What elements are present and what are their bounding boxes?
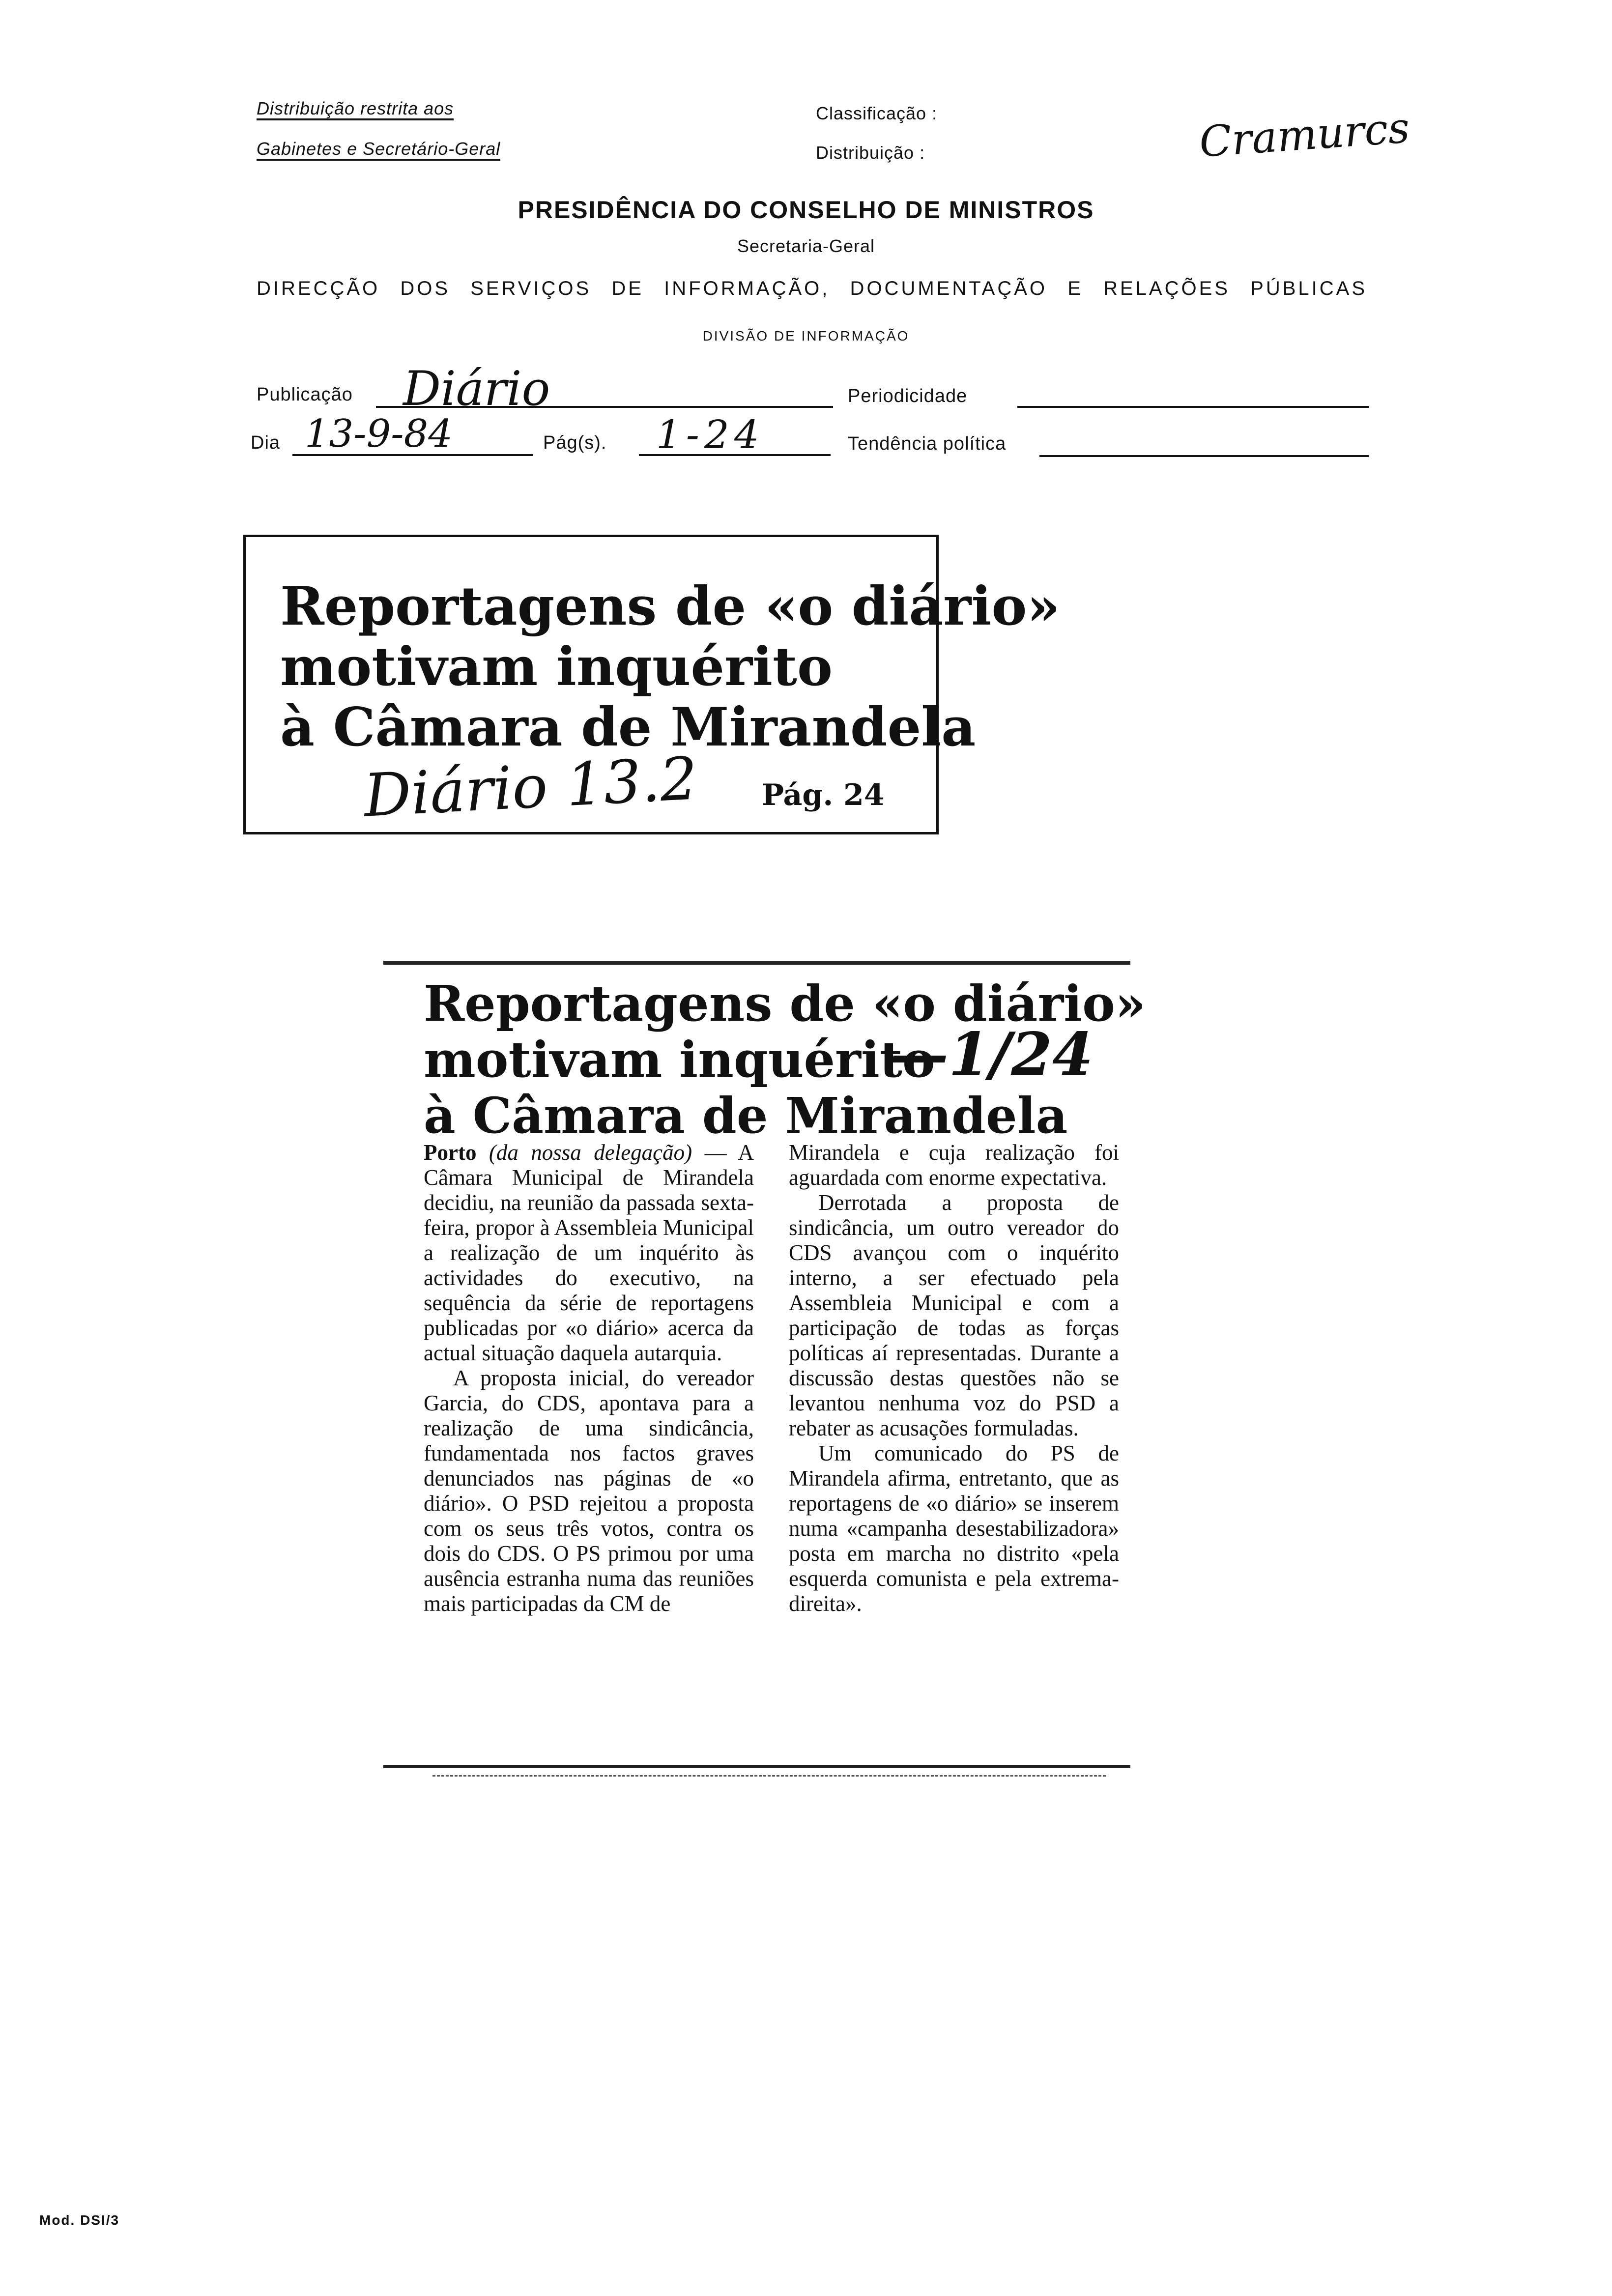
article-col1-paragraph-1 xyxy=(424,1140,754,1366)
publicacao-handwritten-value: Diário xyxy=(403,361,550,416)
pags-handwritten-value: 1-24 xyxy=(656,412,764,458)
article-bottom-dashes xyxy=(432,1775,1106,1778)
distribuicao-label: Distribuição : xyxy=(816,143,925,163)
model-number: Mod. DSI/3 xyxy=(39,2212,120,2228)
front-handwritten-note: Diário 13.2 xyxy=(362,745,699,831)
restricted-distribution-line1: Distribuição restrita aos xyxy=(257,98,454,119)
front-headline-line1: Reportagens de «o diário» xyxy=(280,575,1060,637)
article-column-2 xyxy=(789,1140,1119,1616)
handwritten-corner-note: Cramurcs xyxy=(1198,103,1411,167)
dia-handwritten-value: 13-9-84 xyxy=(305,412,453,456)
article-col2-paragraph-2: Derrotada a proposta de sindicância, um outro vereador do CDS avançou com o inquérito interno, a ser efectuado pela Assembleia Municipal e com a participação de todas as forças políticas aí representadas. Durante a discussão destas questões não se levantou nenhuma voz do PSD a rebater as acusações formuladas. xyxy=(789,1190,1119,1440)
article-col2-paragraph-3: Um comunicado do PS de Mirandela afirma, entretanto, que as reportagens de «o diário» se inserem numa «campanha desestabilizadora» posta em marcha no distrito «pela esquerda comunista e pela extrema-direita». xyxy=(789,1441,1119,1616)
restricted-distribution-line2: Gabinetes e Secretário-Geral xyxy=(257,139,500,159)
front-page-clipping xyxy=(243,535,1060,834)
article-col2-paragraph-1: Mirandela e cuja realização foi aguardada com enorme expectativa. xyxy=(789,1140,1119,1190)
tendencia-line xyxy=(1039,455,1369,457)
article-headline-line1: Reportagens de «o diário» xyxy=(424,975,1146,1033)
article-col1-paragraph-2: A proposta inicial, do vereador Garcia, do CDS, apontava para a realização de uma sindicância, fundamentada nos factos graves denunciados nas páginas de «o diário». O PSD rejeitou a proposta com os seus três votos, contra os dois do CDS. O PS primou por uma ausência estranha numa das reuniões mais participadas da CM de xyxy=(424,1366,754,1616)
secretaria-geral: Secretaria-Geral xyxy=(737,236,875,256)
direccao-servicos: DIRECÇÃO DOS SERVIÇOS DE INFORMAÇÃO, DOCUMENTAÇÃO E RELAÇÕES PÚBLICAS xyxy=(257,278,1367,299)
presidencia-title: PRESIDÊNCIA DO CONSELHO DE MINISTROS xyxy=(518,196,1094,224)
col1-p1-text: — A Câmara Municipal de Mirandela decidiu, na reunião da passada sexta-feira, propor à Assembleia Municipal a realização de um inquérito às actividades do executivo, na sequência da série de reportagens publicadas por «o diário» acerca da actual situação daquela autarquia. xyxy=(424,1140,754,1365)
front-page-reference: Pág. 24 xyxy=(762,778,885,812)
article-column-1 xyxy=(424,1140,754,1616)
front-headline-line2: motivam inquérito xyxy=(280,636,833,698)
periodicidade-label: Periodicidade xyxy=(848,386,968,406)
dateline-source: (da nossa delegação) xyxy=(489,1140,692,1165)
article-headline-line2: motivam inquérito xyxy=(424,1031,935,1089)
dateline-city: Porto xyxy=(424,1140,477,1165)
article-bottom-rule xyxy=(383,1765,1130,1768)
article-top-rule xyxy=(383,961,1130,965)
dia-label: Dia xyxy=(251,432,281,453)
article-headline-line3: à Câmara de Mirandela xyxy=(424,1087,1068,1145)
periodicidade-line xyxy=(1017,406,1369,408)
front-headline-line3: à Câmara de Mirandela xyxy=(280,696,976,759)
publicacao-label: Publicação xyxy=(257,384,353,405)
pags-label: Pág(s). xyxy=(543,432,607,453)
classificacao-label: Classificação : xyxy=(816,103,938,123)
article-handwritten-note: —1/24 xyxy=(890,1020,1094,1089)
front-headline xyxy=(280,576,1060,758)
tendencia-label: Tendência política xyxy=(848,433,1007,454)
divisao-informacao: DIVISÃO DE INFORMAÇÃO xyxy=(702,328,910,344)
